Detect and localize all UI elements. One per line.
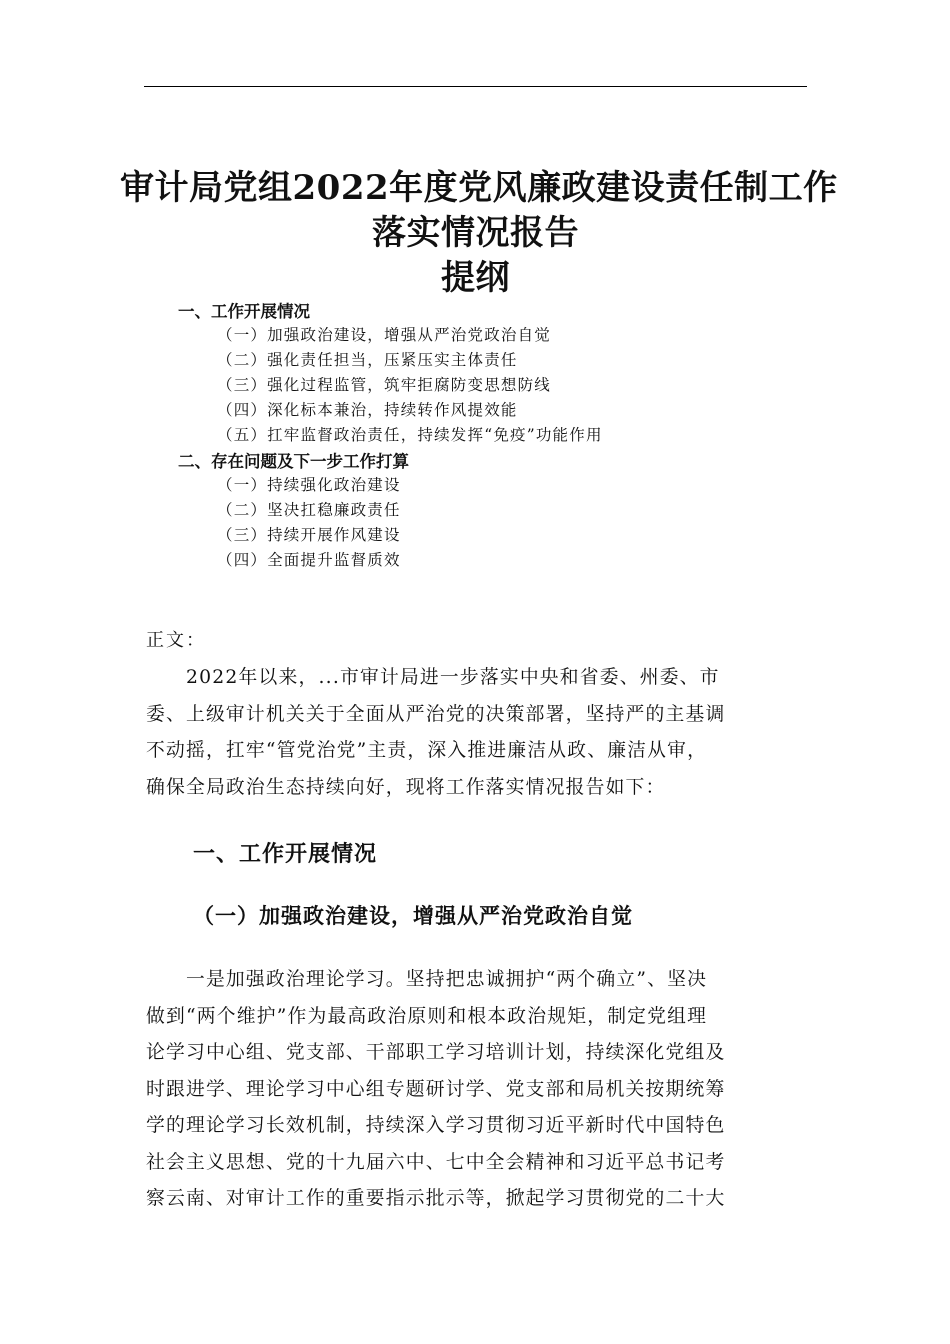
paragraph-line: 时跟进学、理论学习中心组专题研讨学、党支部和局机关按期统筹 xyxy=(146,1078,726,1100)
outline-item: （一）加强政治建设，增强从严治党政治自觉 xyxy=(217,326,552,344)
outline-item: （四）深化标本兼治，持续转作风提效能 xyxy=(217,401,518,419)
section-heading-1: 一、工作开展情况 xyxy=(193,842,378,867)
paragraph-line: 委、上级审计机关关于全面从严治党的决策部署，坚持严的主基调 xyxy=(146,703,726,725)
body-label: 正文： xyxy=(146,630,206,651)
paragraph-line: 不动摇，扛牢“管党治党”主责，深入推进廉洁从政、廉洁从审， xyxy=(146,740,708,761)
title-line-3: 提纲 xyxy=(441,258,510,298)
intro-paragraph xyxy=(146,660,806,806)
paragraph-line: 做到“两个维护”作为最高政治原则和根本政治规矩，制定党组理 xyxy=(146,1005,708,1027)
title-line-1: 审计局党组2022年度党风廉政建设责任制工作 xyxy=(120,168,838,208)
subsection-heading-1: （一）加强政治建设，增强从严治党政治自觉 xyxy=(193,903,633,928)
outline-item: （五）扛牢监督政治责任，持续发挥“免疫”功能作用 xyxy=(217,426,603,444)
outline-item: （四）全面提升监督质效 xyxy=(217,551,401,569)
title-line-2: 落实情况报告 xyxy=(372,213,579,253)
paragraph-line: 察云南、对审计工作的重要指示批示等，掀起学习贯彻党的二十大 xyxy=(146,1188,726,1209)
outline-item: （三）强化过程监管，筑牢拒腐防变思想防线 xyxy=(217,376,552,394)
outline-item: （二）强化责任担当，压紧压实主体责任 xyxy=(217,351,518,369)
outline-item: （二）坚决扛稳廉政责任 xyxy=(217,501,401,519)
document-title xyxy=(120,166,838,301)
header-rule xyxy=(144,86,807,87)
paragraph-line: 论学习中心组、党支部、干部职工学习培训计划，持续深化党组及 xyxy=(146,1042,726,1063)
paragraph-line: 学的理论学习长效机制，持续深入学习贯彻习近平新时代中国特色 xyxy=(146,1115,726,1136)
paragraph-line: 确保全局政治生态持续向好，现将工作落实情况报告如下： xyxy=(146,776,666,798)
outline-item: （一）持续强化政治建设 xyxy=(217,476,401,494)
outline-item: （三）持续开展作风建设 xyxy=(217,526,401,544)
outline-section-2: 二、存在问题及下一步工作打算 xyxy=(178,452,409,471)
body-paragraph-1 xyxy=(146,962,806,1218)
paragraph-line: 社会主义思想、党的十九届六中、七中全会精神和习近平总书记考 xyxy=(146,1151,726,1173)
outline-section-1: 一、工作开展情况 xyxy=(178,302,310,321)
paragraph-line: 2022年以来，...市审计局进一步落实中央和省委、州委、市 xyxy=(146,667,720,688)
paragraph-line: 一是加强政治理论学习。坚持把忠诚拥护“两个确立”、坚决 xyxy=(146,969,708,990)
